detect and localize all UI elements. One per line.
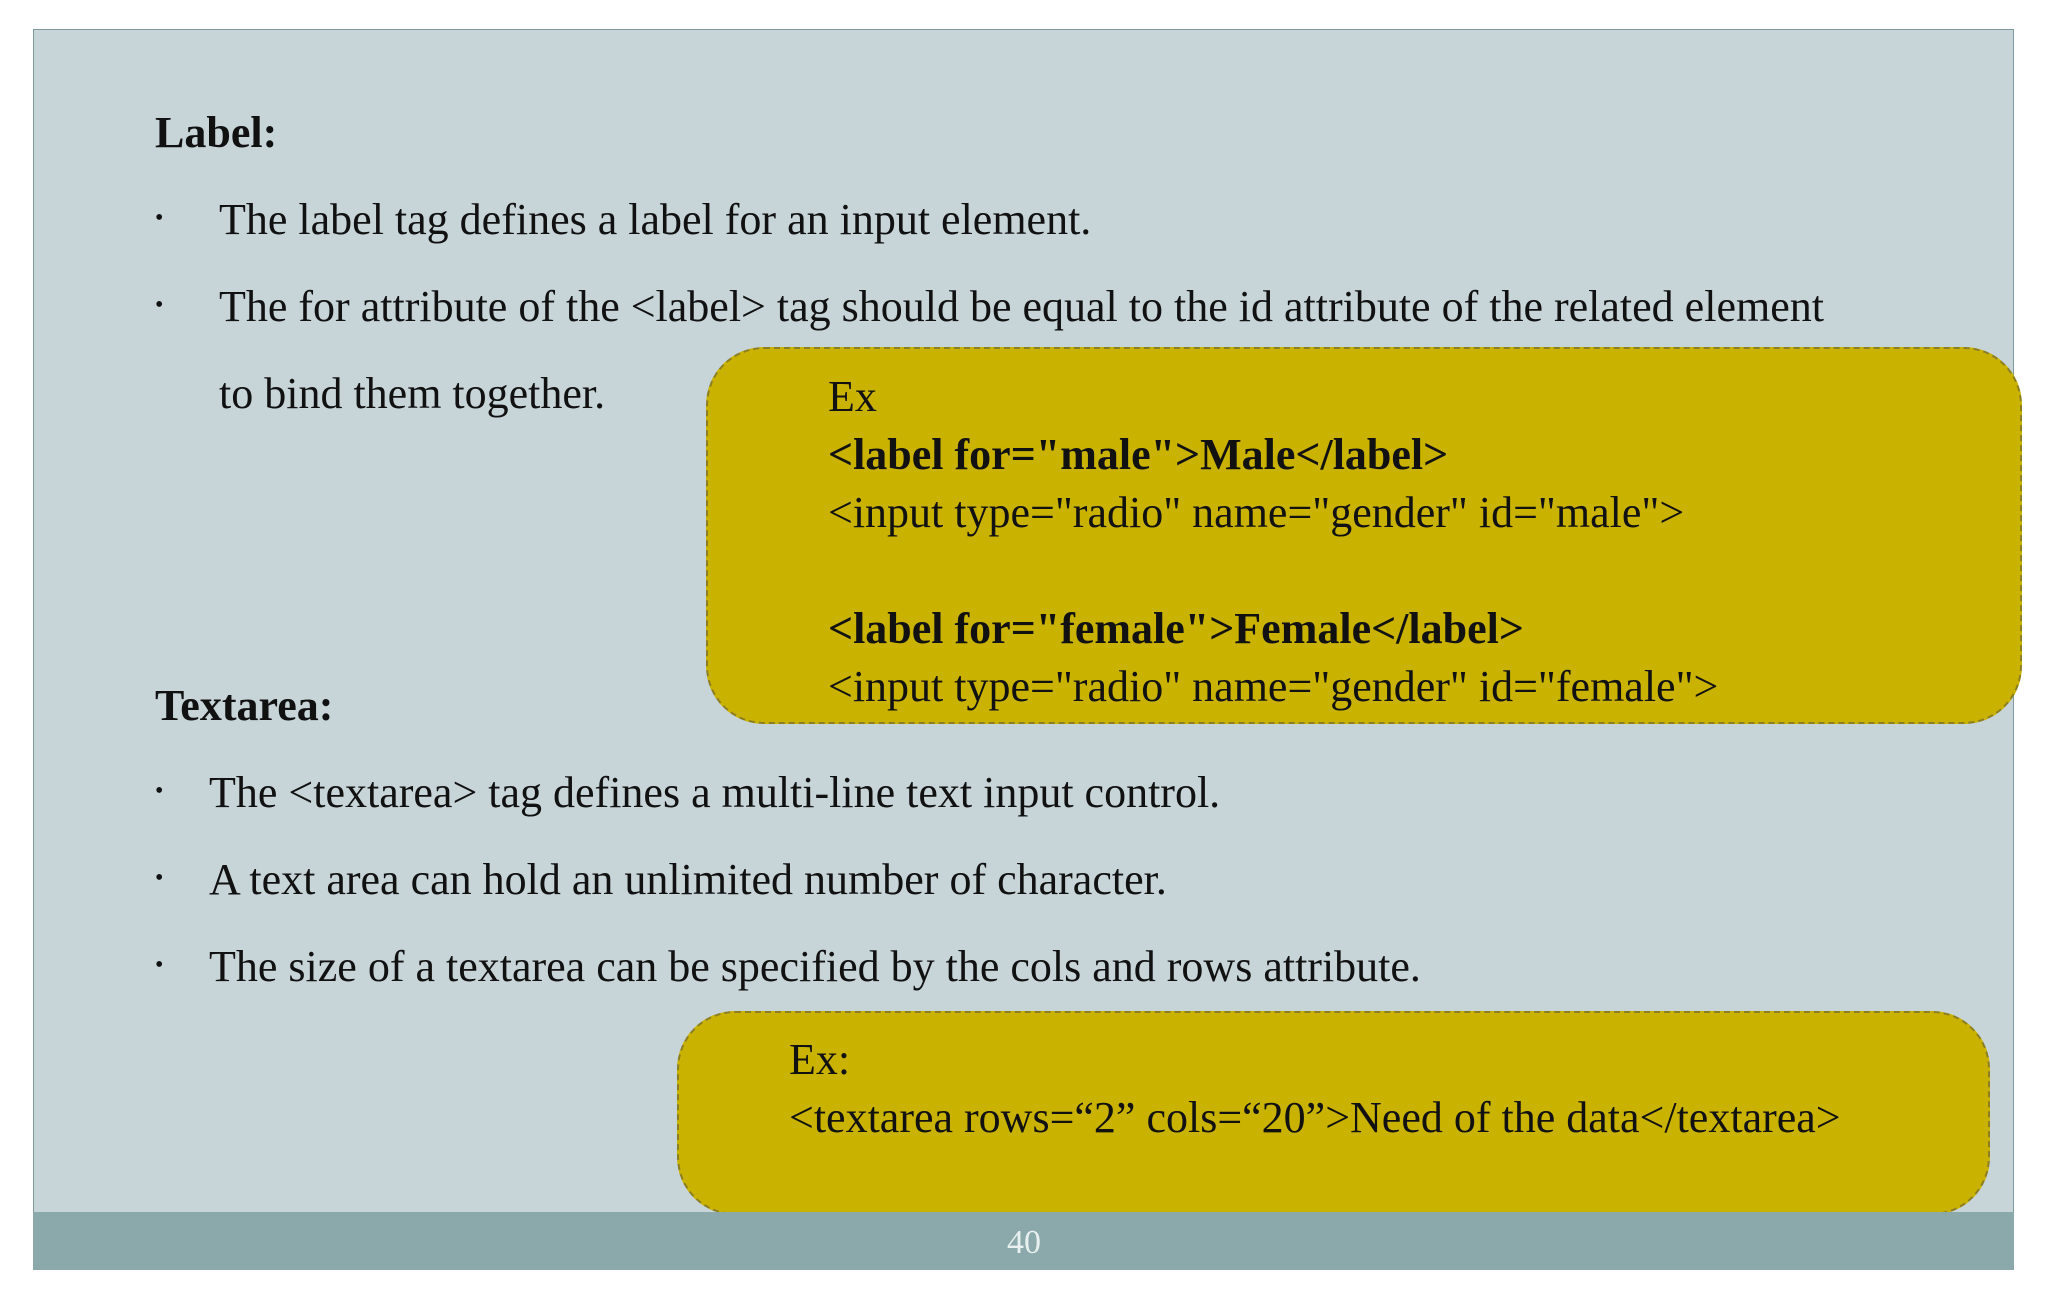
textarea-bullet-1: The <textarea> tag defines a multi-line text input control. — [209, 768, 1221, 817]
bullet-marker: • — [155, 778, 164, 804]
label-bullet-2: The for attribute of the <label> tag should be equal to the id attribute of the related element — [219, 282, 1824, 331]
label-example-female-label: <label for="female">Female</label> — [828, 604, 1524, 653]
label-heading: Label: — [155, 108, 278, 157]
label-bullet-1: The label tag defines a label for an input element. — [219, 195, 1092, 244]
label-example-title: Ex — [828, 372, 877, 421]
label-bullet-2-continuation: to bind them together. — [219, 369, 606, 418]
textarea-example-code: <textarea rows=“2” cols=“20”>Need of the data</textarea> — [789, 1093, 1841, 1142]
textarea-bullet-3: The size of a textarea can be specified by the cols and rows attribute. — [209, 942, 1421, 991]
textarea-heading: Textarea: — [155, 681, 334, 730]
bullet-marker: • — [155, 952, 164, 978]
bullet-marker: • — [155, 865, 164, 891]
page-number: 40 — [1007, 1224, 1041, 1261]
bullet-marker: • — [155, 205, 164, 231]
textarea-example-title: Ex: — [789, 1035, 851, 1084]
label-example-female-input: <input type="radio" name="gender" id="female"> — [828, 662, 1719, 711]
textarea-bullet-2: A text area can hold an unlimited number of character. — [209, 855, 1167, 904]
label-example-male-label: <label for="male">Male</label> — [828, 430, 1449, 479]
bullet-marker: • — [155, 292, 164, 318]
label-example-male-input: <input type="radio" name="gender" id="male"> — [828, 488, 1685, 537]
